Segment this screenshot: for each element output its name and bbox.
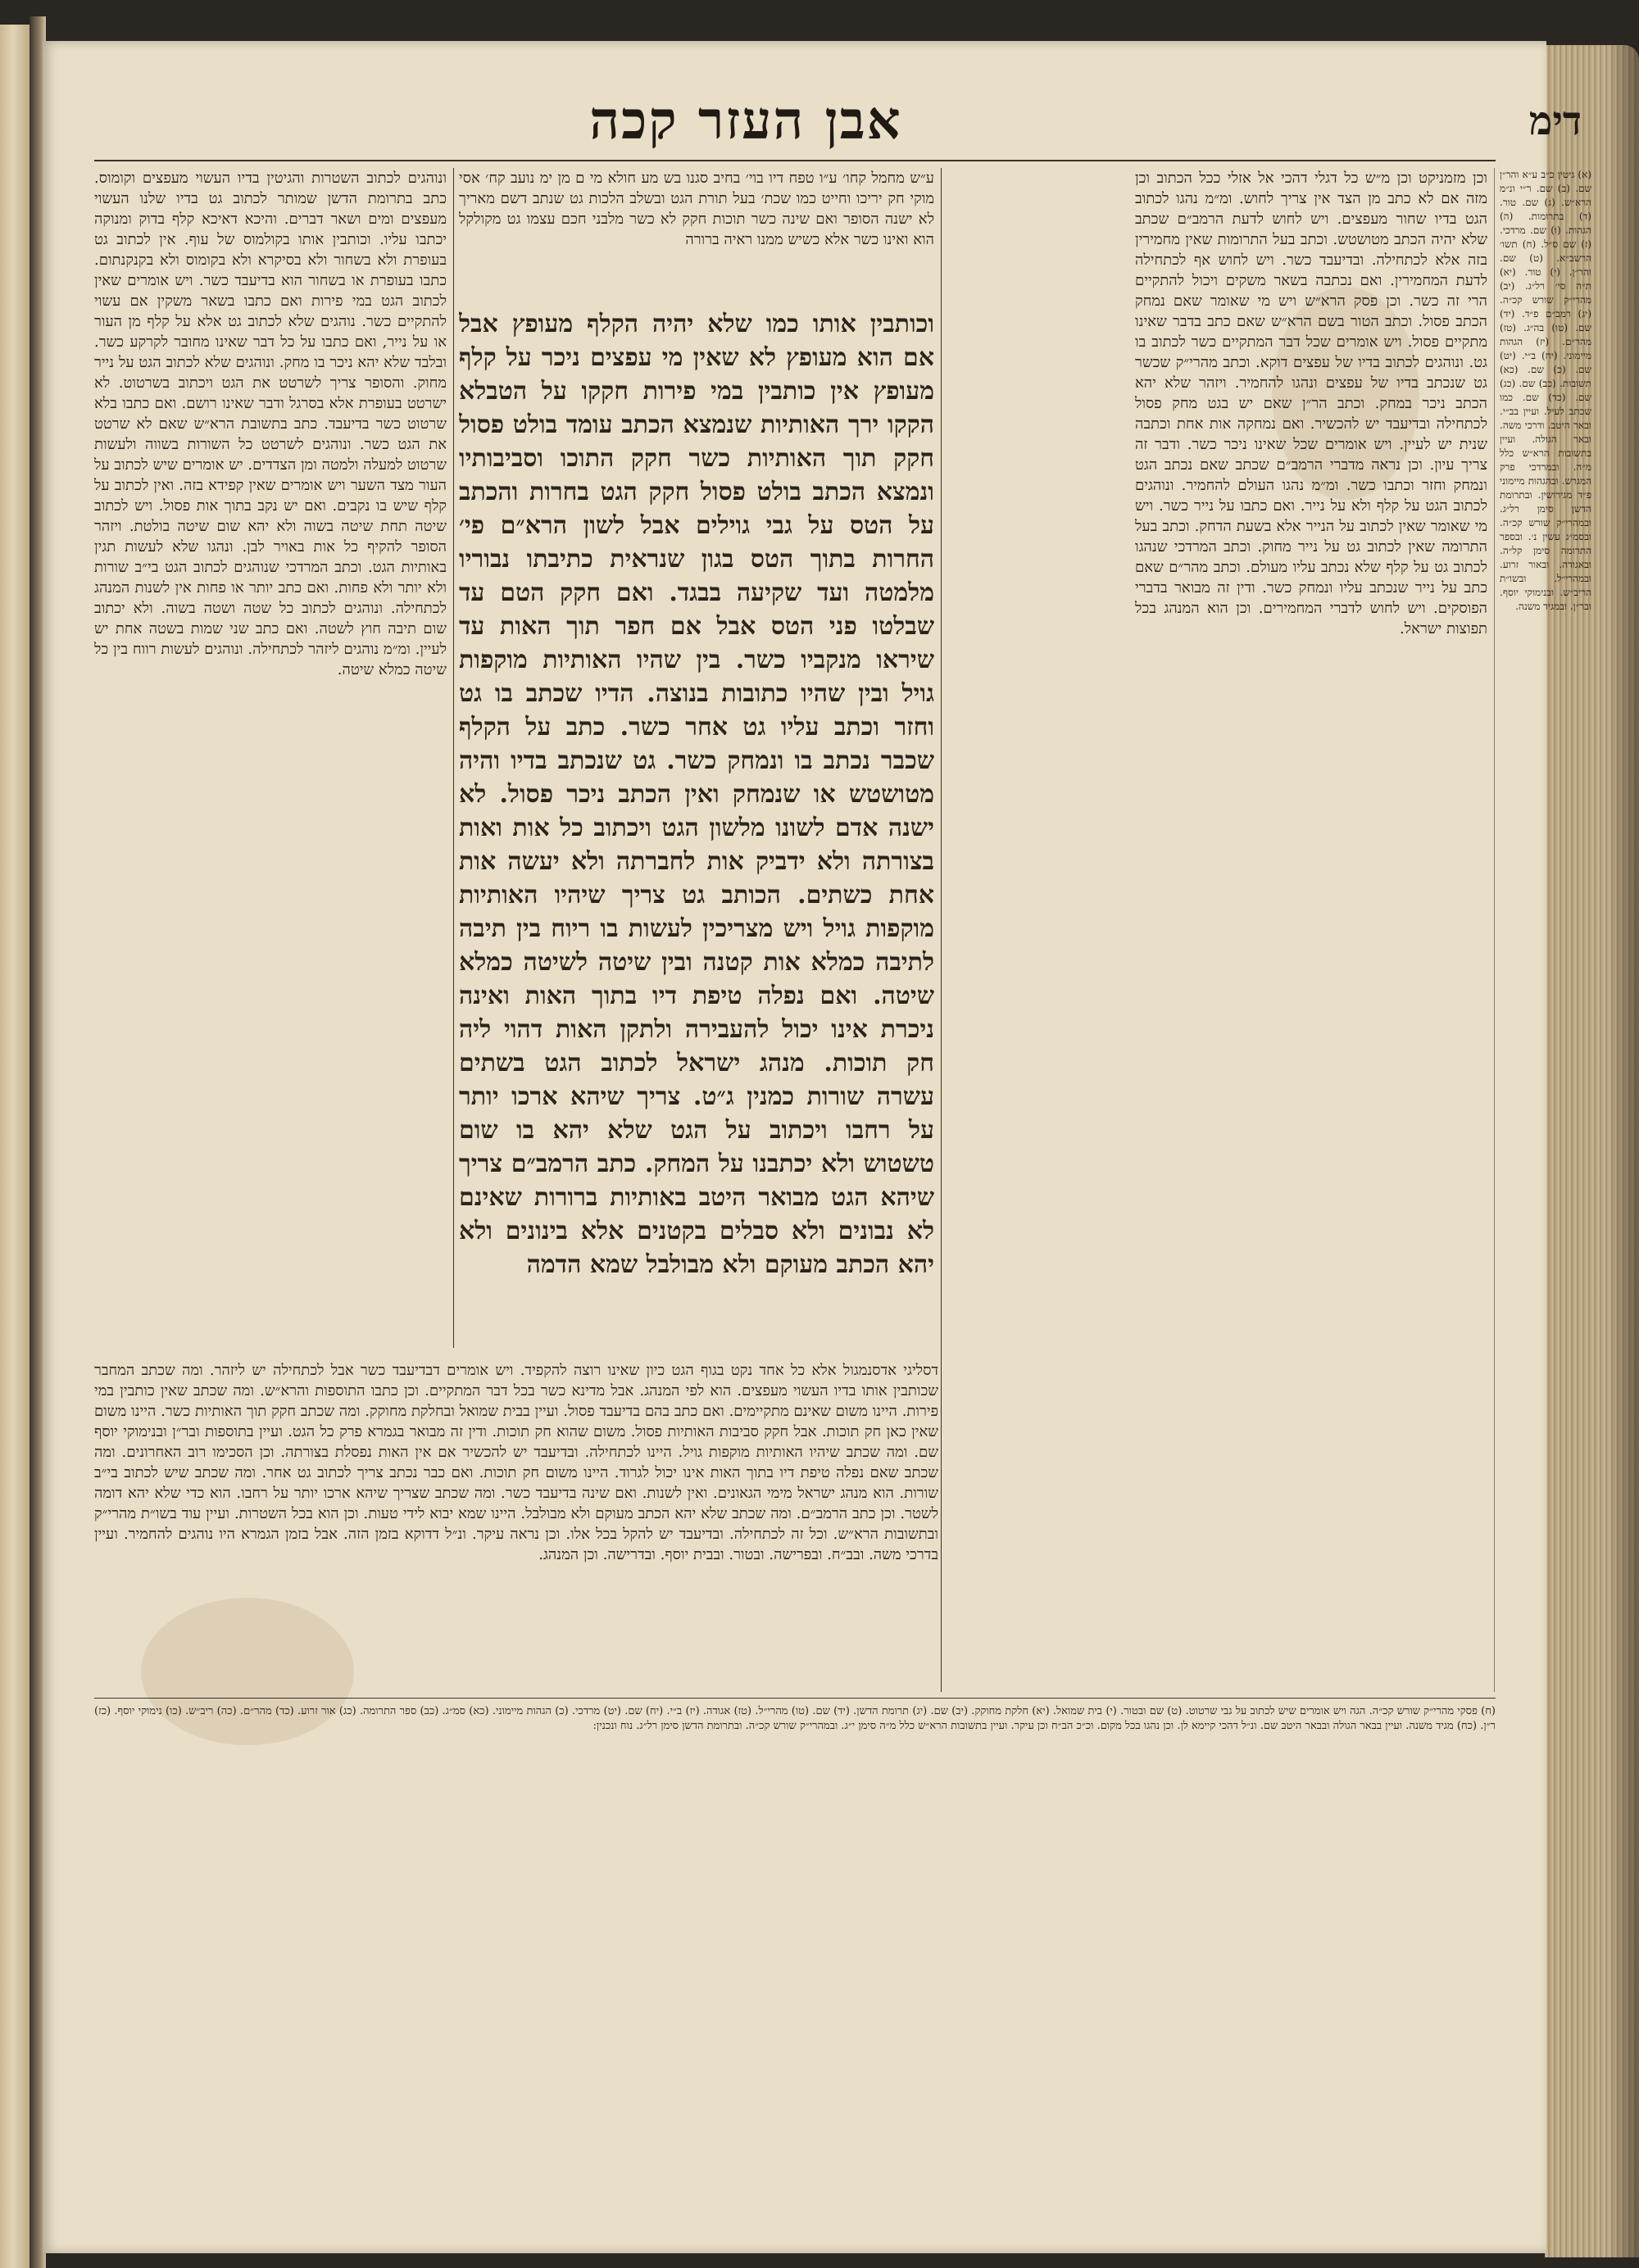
right-commentary-column: וכן מזמניקט וכן מ״ש כל דגלי דהכי אל אזלי ככל הכתוב וכן מזה אם לא כתב מן הצד אין צריך לחוש. ומ״מ נהגו לכתוב הגט בדיו שחור מעפצים. ויש לחוש לדעת הרמב״ם שכתב שלא יהיה הכתב מטושטש. וכתב בעל התרומות שאין מחמירין בזה אלא לכתחילה. ובדיעבד כשר. ויש לחוש אף לכתחילה לדעת המחמירין. ואם נכתבה בשאר משקים ויכול להתקיים הרי זה כשר. וכן פסק הרא״ש ויש מי שאומר שאם נמחק הכתב פסול. וכתב הטור בשם הרא״ש שאם כתב בדבר שאינו מתקיים פסול. ויש אומרים שכל דבר המתקיים כשר לכתוב בו גט. ונוהגים לכתוב בדיו של עפצים דוקא. וכתב מהרי״ק שכשר גט שנכתב בדיו של עפצים ונהגו להחמיר. ויזהר שלא יהא הכתב ניכר במחק. וכתב הר״ן שאם יש בגט מחק פסול לכתחילה ובדיעבד יש להכשיר. ואם נמחקה אות אחת וכתבה שנית יש לעיין. ויש אומרים שכל שאינו ניכר כשר. ודבר זה צריך עיון. וכן נראה מדברי הרמב״ם שכתב שאם נכתב הגט ונמחק וחזר וכתבו כשר. ומ״מ נהגו העולם להחמיר. ונוהגים לכתוב הגט על קלף ולא על נייר. ואם כתבו על נייר כשר. ויש מי שאומר שאין לכתוב על הנייר אלא בשעת הדחק. וכתב בעל התרומה שאין לכתוב גט על נייר מחוק. וכתב המרדכי שנהגו לכתוב גט על קלף שלא נכתב עליו מעולם. וכתב מהר״ם שאם כתב על נייר שנכתב עליו ונמחק כשר. ודין זה מבואר בדברי הפוסקים. ויש לחוש לדברי המחמירים. וכן הוא המנהג בכל תפוצות ישראל. (1135, 170, 1487, 637)
marginal-notes-column: (א) גיטין כ״ב ע״א והר״ן שם. (ב) שם. ר״י ונ״מ הרא״ש. (ג) שם. טור. (ד) בתרומות. (ה) הגהות. (ו) שם. מרדכי. (ז) שם ס״ל. (ח) תשו׳ הרשב״א. (ט) שם. והר״ן. (י) טור. (יא) ת״ה סי׳ רל״ג. (יב) מהרי״ק שורש קכ״ה. (יג) רמב״ם פ״ד. (יד) שם. (טו) בה״ג. (טז) מהר״ם. (יז) הגהות מיימוני. (יח) ב״י. (יט) שם. (כ) שם. (כא) תשובות. (כב) שם. (כג) שם. (כד) שם. כמו שכתב לעיל. ועיין בב״י. ובאר היטב. ודרכי משה. ובאר הגולה. ועיין בתשובות הרא״ש כלל מ״ה. ובמרדכי פרק המגרש. ובהגהות מיימוני פ״ד מגירושין. ובתרומת הדשן סימן רל״ג. ובמהרי״ק שורש קכ״ה. ובסמ״ג עשין נ׳. ובספר התרומה סימן קל״ה. ובאגודה. ובאור זרוע. ובמהרי״ל. ובשו״ת הריב״ש. ובנימוקי יוסף. ובר״ן. ובמגיד משנה. (1494, 168, 1591, 1692)
left-commentary-column: ונוהגים לכתוב השטרות והגיטין בדיו העשוי מעפצים וקומוס. כתב בתרומת הדשן שמותר לכתוב גט בדיו שלנו העשוי מעפצים ומים ושאר דברים. והיכא דאיכא קלף בדוק ומנוקה יכתבו עליו. וכותבין אותו בקולמוס של עוף. אין לכתוב גט בעופרת ולא בשחור ולא בסיקרא ולא בקומוס ולא בקנקנתום. כתבו בעופרת או בשחור הוא בדיעבד כשר. ויש אומרים שאין לכתוב הגט במי פירות ואם כתבו בשאר משקין אם עשוי להתקיים כשר. נוהגים שלא לכתוב גט אלא על קלף מן העור או על נייר, ואם כתבו על כל דבר שאינו מחובר לקרקע כשר. ובלבד שלא יהא ניכר בו מחק. ונוהגים שלא לכתוב הגט על נייר מחוק. והסופר צריך לשרטט את הגט ויכתוב בשרטוט. לא ישרטט בעופרת אלא בסרגל ודבר שאינו רושם. ואם כתבו בלא שרטוט כשר בדיעבד. כתב בתשובת הרא״ש שאם לא שרטט את הגט כשר. ונוהגים לשרטט כל השורות בשווה ולעשות שרטוט למעלה ולמטה ומן הצדדים. יש אומרים שיש לכתוב על העור מצד השער ויש אומרים שאין קפידא בזה. ואין לכתוב על קלף שיש בו נקבים. ואם יש נקב בתוך אות פסול. ויש לכתוב שיטה תחת שיטה בשוה ולא יהא שום שיטה בולטת. ויזהר הסופר להקיף כל אות באויר לבן. ונהגו שלא לעשות תגין באותיות הגט. וכתב המרדכי שנוהגים לכתוב הגט בי״ב שורות ולא יותר ולא פחות. ואם כתב יותר או פחות אין לשנות המנהג לכתחילה. ונוהגים לכתוב כל שטה ושטה בשוה. ולא יכתוב שום תיבה חוץ לשטה. ואם כתב שני שמות בשטה אחת יש לעיין. ומ״מ נוהגים ליזהר לכתחילה. ונוהגים לעשות רווח בין כל שיטה כמלא שיטה. (94, 170, 447, 678)
column-divider (453, 168, 454, 1348)
column-divider (941, 168, 942, 1692)
folio-number: דימ (1528, 98, 1582, 144)
gloss-above-main-text: ע״ש מחמל קחו׳ ע״ו טפח דיו בוי׳ בחיב סגנו בש מע חולא מי ם מן ימ נועב קח׳ אסי מוקי חק יריכו וחייט כמו שכת׳ בעל תורת הגט ובשלב הלכות גט שנתב דשם מאריך לא ישנה הסופר ואם שינה כשר תוכות חקק לא כשר מלבני חכם עצמו גט מקולקל הוא ואינו כשר אלא כשיש ממנו ראיה ברורה (459, 170, 934, 248)
main-text: וכותבין אותו כמו שלא יהיה הקלף מעופץ אבל אם הוא מעופץ לא שאין מי עפצים ניכר על קלף מעופץ אין כותבין במי פירות חקקו על הטבלא הקקו ירך האותיות שנמצא הכתב עומד בולט פסול חקק תוך האותיות כשר חקק התוכו וסביבותיו ונמצא הכתב בולט פסול חקק הגט בחרות והכתב על הטס על גבי גוילים אבל לשון הרא״ם פי׳ החרות בתוך הטס בגון שנראית כתיבתו נבוריו מלמטה ועד שקיעה בבגד. ואם חקק הטם עד שבלטו פני הטס אבל אם חפר תוך האות עד שיראו מנקביו כשר. בין שהיו האותיות מוקפות גויל ובין שהיו כתובות בנוצה. הדיו שכתב בו גט וחזר וכתב עליו גט אחר כשר. כתב על הקלף שכבר נכתב בו ונמחק כשר. גט שנכתב בדיו והיה מטושטש או שנמחק ואין הכתב ניכר פסול. לא ישנה אדם לשונו מלשון הגט ויכתוב כל אות ואות בצורתה ולא ידביק אות לחברתה ולא יעשה אות אחת כשתים. הכותב גט צריך שיהיו האותיות מוקפות גויל ויש מצריכין לעשות בו ריוח בין תיבה לתיבה כמלא אות קטנה ובין שיטה לשיטה כמלא שיטה. ואם נפלה טיפת דיו בתוך האות ואינה ניכרת אינו יכול להעבירה ולתקן האות דהוי ליה חק תוכות. מנהג ישראל לכתוב הגט בשתים עשרה שורות כמנין ג״ט. צריך שיהא ארכו יותר על רחבו ויכתוב על הגט שלא יהא בו שום טשטוש ולא יכתבנו על המחק. כתב הרמב״ם צריך שיהא הגט מבואר היטב באותיות ברורות שאינם לא נבונים ולא סבלים בקטנים אלא בינונים ולא יהא הכתב מעוקם ולא מבולבל שמא הדמה (459, 310, 934, 1279)
footnotes: (ח) פסקי מהרי״ק שורש קכ״ה. הגה ויש אומרים שיש לכתוב על גבי שרטוט. (ט) שם ובטור. (י) בית שמואל. (יא) חלקת מחוקק. (יב) שם. (יג) תרומת הדשן. (יד) שם. (טו) מהרי״ל. (טז) אגודה. (יז) ב״י. (יח) שם. (יט) מרדכי. (כ) הגהות מיימוני. (כא) סמ״ג. (כב) ספר התרומה. (כג) אור זרוע. (כד) מהר״ם. (כה) ריב״ש. (כו) נימוקי יוסף. (כז) ר״ן. (כח) מגיד משנה. ועיין בבאר הגולה ובבאר היטב שם. ונ״ל דהכי קיימא לן. וכן נהגו בכל מקום. וכ״כ הב״ח וכן עיקר. ועיין בתשובות הרא״ש כלל מ״ה סימן י״ג. ובמהרי״ק שורש קכ״ה. ובתרומת הדשן סימן רל״ג. נוח ונכנין: (94, 1705, 1496, 1732)
header-rule (94, 160, 1496, 161)
lower-commentary-block: דסליגי אדסנמגול אלא כל אחד נקט בגוף הגט כיון שאינו רוצה להקפיד. ויש אומרים דבדיעבד כשר אבל לכתחילה יש ליזהר. ומה שכתב המחבר שכותבין אותו בדיו העשוי מעפצים. הוא לפי המנהג. אבל מדינא כשר בכל דבר המתקיים. וכן כתבו התוספות והרא״ש. ומה שכתב שאין כותבין במי פירות. היינו משום שאינם מתקיימים. ואם כתב בהם בדיעבד פסול. ועיין בבית שמואל ובחלקת מחוקק. ומה שכתב חקק תוך האותיות כשר. היינו משום שאין כאן חק תוכות. אבל חקק סביבות האותיות פסול. משום שהוא חק תוכות. ודין זה מבואר בגמרא פרק כל הגט. ועיין בתוספות ובר״ן ובנימוקי יוסף שם. ומה שכתב שיהיו האותיות מוקפות גויל. היינו לכתחילה. ובדיעבד יש להכשיר אם אין האות נפסלת בצורתה. וכן הסכימו רוב האחרונים. ומה שכתב שאם נפלה טיפת דיו בתוך האות אינו יכול לגרוד. היינו משום חק תוכות. ואם כבר נכתב צריך לכתוב גט אחר. ומה שכתב שיש לכתוב בי״ב שורות. הוא מנהג ישראל מימי הגאונים. ואין לשנות. ואם שינה בדיעבד כשר. ומה שכתב שצריך שיהא ארכו יותר על רחבו. הוא כדי שלא יהא דומה לשטר. וכן כתב הרמב״ם. ומה שכתב שלא יהא הכתב מעוקם ולא מבולבל. היינו שמא יבוא לידי טעות. וכן הוא בכל השטרות. ועיין עוד בשו״ת מהרי״ק ובתשובות הרא״ש. וכל זה לכתחילה. ובדיעבד יש להקל בכל אלו. וכן נראה עיקר. ונ״ל דדוקא בזמן הזה. אבל בזמן הגמרא היו נוהגים להחמיר. ועיין בדרכי משה. ובב״ח. ובפרישה. ובטור. ובבית יוסף. ובדרישה. וכן המנהג. (94, 1362, 938, 1563)
footnote-rule (94, 1698, 1496, 1699)
previous-page-edge (0, 25, 33, 2268)
running-head: אבן העזר קכה (589, 90, 902, 152)
